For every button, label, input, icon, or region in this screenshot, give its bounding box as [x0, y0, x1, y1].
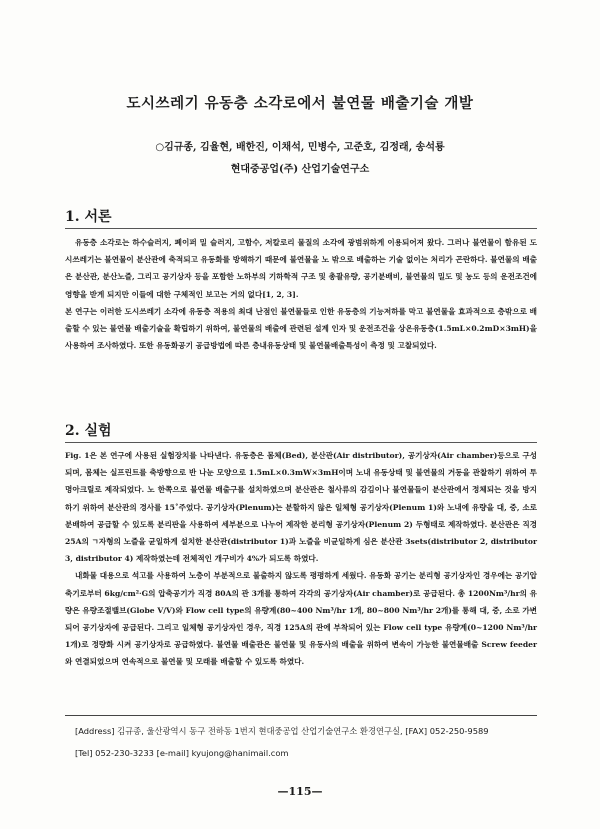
experiment-body	[65, 447, 537, 671]
section-rule	[65, 442, 537, 443]
section-heading-experiment: 2. 실험	[65, 423, 112, 439]
experiment-paragraph-1: Fig. 1은 본 연구에 사용된 실험장치를 나타낸다. 유동층은 몸체(Bed), 분산관(Air distributor), 공기상자(Air chamber)등으로 구성되며, 몸체는 실프린트를 축방향으로 반 나눈 모양으로 1.5mL×0.3mW×3mH이며 노내 유동상태 및 불연물의 거동을 관찰하기 위하여 투명아크릴로 제작되었다. 노 한쪽으로 불연물 배출구를 설치하였으며 분산관은 철사류의 감김이나 불연물들이 분산관에서 정체되는 것을 방지하기 위하여 분산관의 경사를 15˚주었다. 공기상자(Plenum)는 분할하지 않은 일체형 공기상자(Plenum 1)와 노내에 유량을 대, 중, 소로 분배하여 공급할 수 있도록 분리판을 사용하여 세부분으로 나누어 제작한 분리형 공기상자(Plenum 2) 두형태로 제작하였다. 분산관은 직경 25A의 ㄱ자형의 노즐을 균일하게 설치한 분산관(distributor 1)과 노즐을 비균일하게 심은 분산관 3sets(distributor 2, distributor 3, distributor 4) 제작하였는데 전체적인 개구비가 4%가 되도록 하였다.	[65, 451, 537, 564]
footer-rule	[65, 715, 537, 716]
intro-paragraph-2: 본 연구는 이러한 도시쓰레기 소각에 유동층 적용의 최대 난점인 불연물들로 인한 유동층의 기능저하를 막고 불연물을 효과적으로 층밖으로 배출할 수 있는 불연물 배출기술을 확립하기 위하여, 불연물의 배출에 관련된 설계 인자 및 운전조건을 상온유동층(1.5mL×0.2mD×3mH)을 사용하여 조사하였다. 또한 유동화공기 공급방법에 따른 층내유동상태 및 불연물배출특성이 측정 및 고찰되었다.	[65, 306, 537, 351]
experiment-paragraph-2: 내화물 대용으로 석고를 사용하여 노층이 부분적으로 불출하지 않도록 평평하게 세웠다. 유동화 공기는 분리형 공기상자인 경우에는 공기압축기로부터 6kg/cm²·G의 압축공기가 직경 80A의 관 3개를 통하여 각각의 공기상자(Air chamber)로 공급된다. 총 1200Nm³/hr의 유량은 유량조절밸브(Globe V/V)와 Flow cell type의 유량계(80~400 Nm³/hr 1개, 80~800 Nm³/hr 2개)를 통해 대, 중, 소로 가변되어 공기상자에 공급된다. 그리고 일체형 공기상자인 경우, 직경 125A의 관에 부착되어 있는 Flow cell type 유량계(0~1200 Nm³/hr 1개)로 정량화 시켜 공기상자로 공급하였다. 불연물 배출관은 불연물 및 유동사의 배출을 위하여 변속이 가능한 불연물배출 Screw feeder와 연결되었으며 연속적으로 불연물 및 모래를 배출할 수 있도록 하였다.	[65, 571, 537, 667]
author-list: ○김규종, 김율현, 배한진, 이채석, 민병수, 고준호, 김정래, 송석룡	[155, 142, 445, 153]
paper-title: 도시쓰레기 유동층 소각로에서 불연물 배출기술 개발	[126, 95, 474, 112]
section-rule	[65, 228, 537, 229]
affiliation: 현대중공업(주) 산업기술연구소	[230, 164, 370, 175]
section-heading-intro: 1. 서론	[65, 209, 112, 225]
intro-body	[65, 234, 537, 354]
footer-block	[75, 720, 489, 764]
footer-contact: [Tel] 052-230-3233 [e-mail] kyujong@hanimail.com	[75, 748, 289, 758]
intro-paragraph-1: 유동층 소각로는 하수슬러지, 폐이퍼 밀 슬러지, 고함수, 저칼로리 물질의 소각에 광범위하게 이용되어져 왔다. 그러나 불연물이 함유된 도시쓰레기는 불연물이 분산관에 축적되고 유동화를 방해하기 때문에 불연물을 노 밖으로 배출하는 기술 없이는 처리가 곤란하다. 불연물의 배출은 분산관, 분산노즐, 그리고 공기상자 등을 포함한 노하부의 기하학적 구조 및 총괄유량, 공기분배비, 불연물의 밀도 및 농도 등의 운전조건에 영향을 받게 되지만 이들에 대한 구체적인 보고는 거의 없다[1, 2, 3].	[65, 238, 537, 299]
page-number: —115—	[277, 785, 323, 798]
footer-address: [Address] 김규종, 울산광역시 동구 전하동 1번지 현대중공업 산업기술연구소 환경연구실, [FAX] 052-250-9589	[75, 726, 489, 736]
